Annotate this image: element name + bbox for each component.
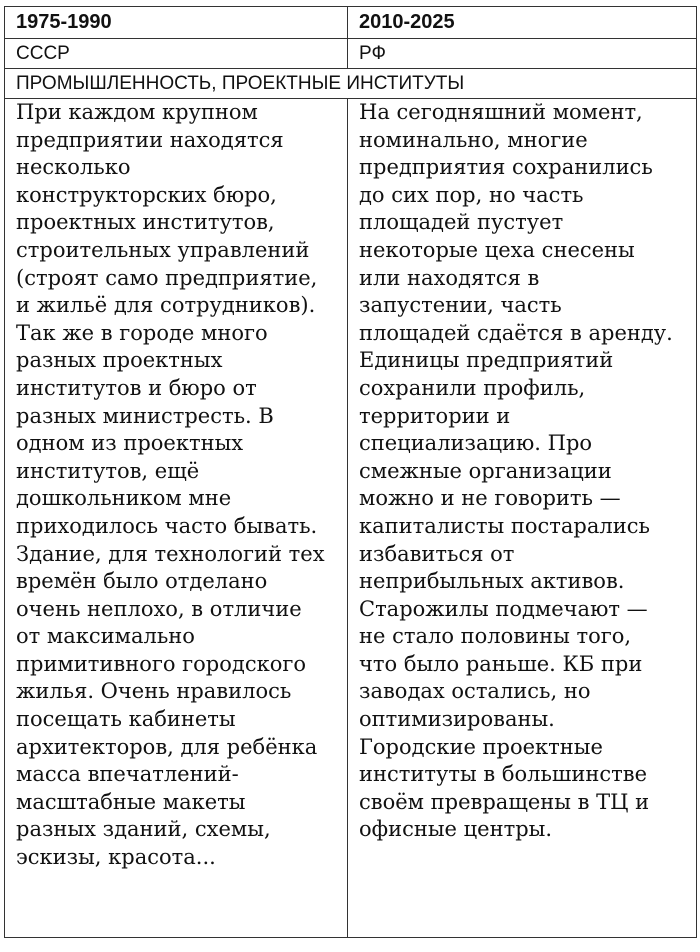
left-body-cell — [5, 99, 348, 938]
body-line: времён было отделано — [16, 569, 268, 594]
country-row — [5, 39, 697, 69]
body-line: некоторые цеха снесены — [359, 237, 635, 262]
body-line: неприбыльных активов. — [359, 569, 625, 594]
body-line: На сегодняшний момент, — [359, 100, 643, 124]
body-row — [5, 99, 697, 938]
body-line: номинально, многие — [359, 127, 588, 152]
body-line: институтов, ещё — [16, 458, 200, 483]
body-line: Здание, для технологий тех — [16, 541, 325, 566]
body-line: площадей сдаётся в аренду. — [359, 320, 673, 345]
body-line: специализацию. Про — [359, 431, 593, 456]
body-line: Городские проектные — [359, 734, 603, 759]
body-line: разных проектных — [16, 348, 223, 373]
body-line: посещать кабинеты — [16, 707, 236, 732]
body-line: от максимально — [16, 624, 195, 649]
body-line: одном из проектных — [16, 431, 244, 456]
body-line: жилья. Очень нравилось — [16, 679, 292, 704]
body-line: Так же в городе много — [16, 320, 268, 345]
body-line: несколько — [16, 155, 131, 180]
section-row — [5, 69, 697, 99]
body-line: институты в большинстве — [359, 762, 648, 787]
body-line: площадей пустует — [359, 210, 564, 235]
body-line: разных зданий, схемы, — [16, 817, 271, 842]
body-line: архитекторов, для ребёнка — [16, 734, 318, 759]
body-line: масштабные макеты — [16, 789, 246, 814]
country-right: РФ — [348, 39, 697, 69]
body-line: институтов и бюро от — [16, 375, 257, 400]
body-line: конструкторских бюро, — [16, 182, 277, 207]
body-line: офисные центры. — [359, 817, 553, 842]
header-row — [5, 7, 697, 39]
comparison-table — [4, 6, 697, 938]
country-left: СССР — [5, 39, 348, 69]
body-line: можно и не говорить — — [359, 486, 621, 511]
body-line: избавиться от — [359, 541, 515, 566]
section-title: ПРОМЫШЛЕННОСТЬ, ПРОЕКТНЫЕ ИНСТИТУТЫ — [5, 69, 697, 99]
body-line: территории и — [359, 403, 511, 428]
body-line: предприятия сохранились — [359, 155, 653, 180]
header-left-period: 1975-1990 — [5, 7, 348, 39]
body-line: сохранили профиль, — [359, 375, 586, 400]
body-line: проектных институтов, — [16, 210, 275, 235]
body-line: Единицы предприятий — [359, 348, 614, 373]
right-body-cell — [348, 99, 697, 938]
body-line: запустении, часть — [359, 293, 562, 318]
body-line: заводах остались, но — [359, 679, 591, 704]
body-line: что было раньше. КБ при — [359, 651, 643, 676]
body-line: до сих пор, но часть — [359, 182, 584, 207]
body-line: капиталисты постарались — [359, 513, 650, 538]
body-line: оптимизированы. — [359, 707, 555, 732]
body-line: очень неплохо, в отличие — [16, 596, 302, 621]
body-line: масса впечатлений- — [16, 762, 239, 787]
body-line: примитивного городского — [16, 651, 307, 676]
body-line: не стало половины того, — [359, 624, 632, 649]
body-line: своём превращены в ТЦ и — [359, 789, 650, 814]
body-line: или находятся в — [359, 265, 540, 290]
body-line: Старожилы подмечают — — [359, 596, 648, 621]
body-line: При каждом крупном — [16, 100, 258, 124]
body-line: смежные организации — [359, 458, 612, 483]
body-line: (строят само предприятие, — [16, 265, 318, 290]
body-line: дошкольником мне — [16, 486, 232, 511]
body-line: приходилось часто бывать. — [16, 513, 318, 538]
body-line: разных министресть. В — [16, 403, 274, 428]
body-line: предприятии находятся — [16, 127, 284, 152]
header-right-period: 2010-2025 — [348, 7, 697, 39]
body-line: строительных управлений — [16, 237, 310, 262]
body-line: и жильё для сотрудников). — [16, 293, 316, 318]
body-line: эскизы, красота... — [16, 845, 216, 870]
